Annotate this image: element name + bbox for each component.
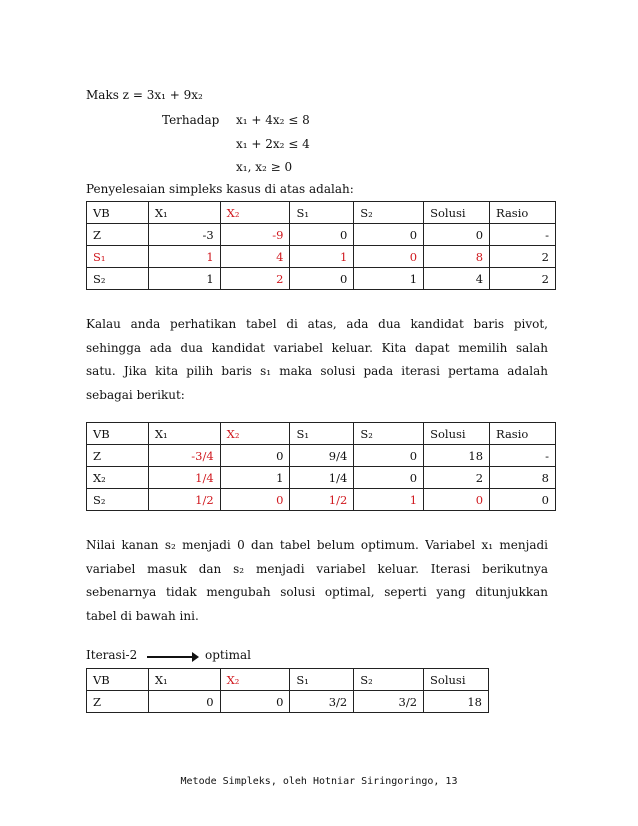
cell: 1: [148, 268, 220, 290]
header-rasio: Rasio: [490, 423, 556, 445]
cell: 0: [354, 246, 424, 268]
table-row: [87, 467, 556, 489]
header-s2: S₂: [354, 669, 424, 691]
header-s1: S₁: [290, 423, 354, 445]
paragraph-line: Kalau anda perhatikan tabel di atas, ada dua kandidat baris pivot,: [86, 317, 548, 331]
header-rasio: Rasio: [490, 202, 556, 224]
cell: 0: [220, 489, 290, 511]
cell: S₁: [87, 246, 149, 268]
cell: 2: [424, 467, 490, 489]
cell: 0: [290, 224, 354, 246]
cell: 1: [290, 246, 354, 268]
cell: 0: [424, 489, 490, 511]
header-s2: S₂: [354, 423, 424, 445]
cell: 0: [424, 224, 490, 246]
paragraph-line: Nilai kanan s₂ menjadi 0 dan tabel belum optimum. Variabel x₁ menjadi: [86, 538, 548, 552]
header-s1: S₁: [290, 202, 354, 224]
header-x1: X₁: [148, 669, 220, 691]
cell: -3: [148, 224, 220, 246]
cell: S₂: [87, 268, 149, 290]
cell: 1/2: [290, 489, 354, 511]
page-footer: Metode Simpleks, oleh Hotniar Siringoringo, 13: [180, 776, 458, 787]
cell: 1/4: [148, 467, 220, 489]
arrow-right-icon: [147, 656, 197, 658]
simplex-table-iteration-1: [86, 422, 556, 511]
table-row: [87, 691, 489, 713]
cell: 1/2: [148, 489, 220, 511]
paragraph-line: tabel di bawah ini.: [86, 608, 199, 623]
paragraph-line: sebenarnya tidak mengubah solusi optimal, seperti yang ditunjukkan: [86, 585, 548, 599]
cell: S₂: [87, 489, 149, 511]
header-x2: X₂: [220, 423, 290, 445]
table-row: [87, 445, 556, 467]
cell: 1/4: [290, 467, 354, 489]
cell: -: [490, 224, 556, 246]
cell: 8: [490, 467, 556, 489]
header-s1: S₁: [290, 669, 354, 691]
cell: 8: [424, 246, 490, 268]
objective-function: Maks z = 3x₁ + 9x₂: [86, 88, 203, 102]
cell: 1: [220, 467, 290, 489]
table-row: [87, 489, 556, 511]
cell: -: [490, 445, 556, 467]
cell: 1: [148, 246, 220, 268]
table-header-row: [87, 423, 556, 445]
paragraph-not-optimal: [86, 534, 548, 628]
cell: 18: [424, 445, 490, 467]
cell: 0: [354, 467, 424, 489]
subject-to-label: Terhadap: [162, 113, 220, 127]
simplex-table-iteration-2: [86, 668, 489, 713]
cell: Z: [87, 224, 149, 246]
cell: 0: [354, 224, 424, 246]
cell: Z: [87, 445, 149, 467]
paragraph-line: satu. Jika kita pilih baris s₁ maka solusi pada iterasi pertama adalah: [86, 364, 548, 378]
table-row: [87, 268, 556, 290]
header-x1: X₁: [148, 202, 220, 224]
cell: 0: [220, 691, 290, 713]
iteration-label: Iterasi-2: [86, 648, 138, 662]
cell: 18: [424, 691, 489, 713]
table-row: [87, 224, 556, 246]
cell: 3/2: [354, 691, 424, 713]
cell: 1: [354, 489, 424, 511]
paragraph-line: sehingga ada dua kandidat variabel keluar. Kita dapat memilih salah: [86, 340, 548, 355]
header-solusi: Solusi: [424, 669, 489, 691]
cell: 2: [490, 246, 556, 268]
cell: 0: [490, 489, 556, 511]
cell: 0: [290, 268, 354, 290]
cell: Z: [87, 691, 149, 713]
cell: -3/4: [148, 445, 220, 467]
paragraph-line: sebagai berikut:: [86, 387, 185, 402]
simplex-table-initial: [86, 201, 556, 290]
table-row: [87, 246, 556, 268]
paragraph-line: variabel masuk dan s₂ menjadi variabel keluar. Iterasi berikutnya: [86, 561, 548, 576]
header-vb: VB: [87, 669, 149, 691]
cell: 0: [220, 445, 290, 467]
cell: 4: [424, 268, 490, 290]
header-solusi: Solusi: [424, 202, 490, 224]
cell: 2: [490, 268, 556, 290]
constraint-nonneg: x₁, x₂ ≥ 0: [236, 160, 293, 174]
cell: 1: [354, 268, 424, 290]
header-s2: S₂: [354, 202, 424, 224]
cell: 0: [354, 445, 424, 467]
constraint-1: x₁ + 4x₂ ≤ 8: [236, 113, 310, 127]
header-x1: X₁: [148, 423, 220, 445]
cell: -9: [220, 224, 290, 246]
header-x2: X₂: [220, 669, 290, 691]
header-x2: X₂: [220, 202, 290, 224]
header-vb: VB: [87, 202, 149, 224]
header-solusi: Solusi: [424, 423, 490, 445]
intro-text: Penyelesaian simpleks kasus di atas adalah:: [86, 182, 354, 196]
optimal-label: optimal: [205, 648, 251, 662]
cell: 9/4: [290, 445, 354, 467]
cell: 4: [220, 246, 290, 268]
paragraph-pivot-candidates: [86, 313, 548, 407]
header-vb: VB: [87, 423, 149, 445]
table-header-row: [87, 202, 556, 224]
constraint-2: x₁ + 2x₂ ≤ 4: [236, 137, 310, 151]
cell: 2: [220, 268, 290, 290]
cell: 3/2: [290, 691, 354, 713]
cell: X₂: [87, 467, 149, 489]
table-header-row: [87, 669, 489, 691]
cell: 0: [148, 691, 220, 713]
